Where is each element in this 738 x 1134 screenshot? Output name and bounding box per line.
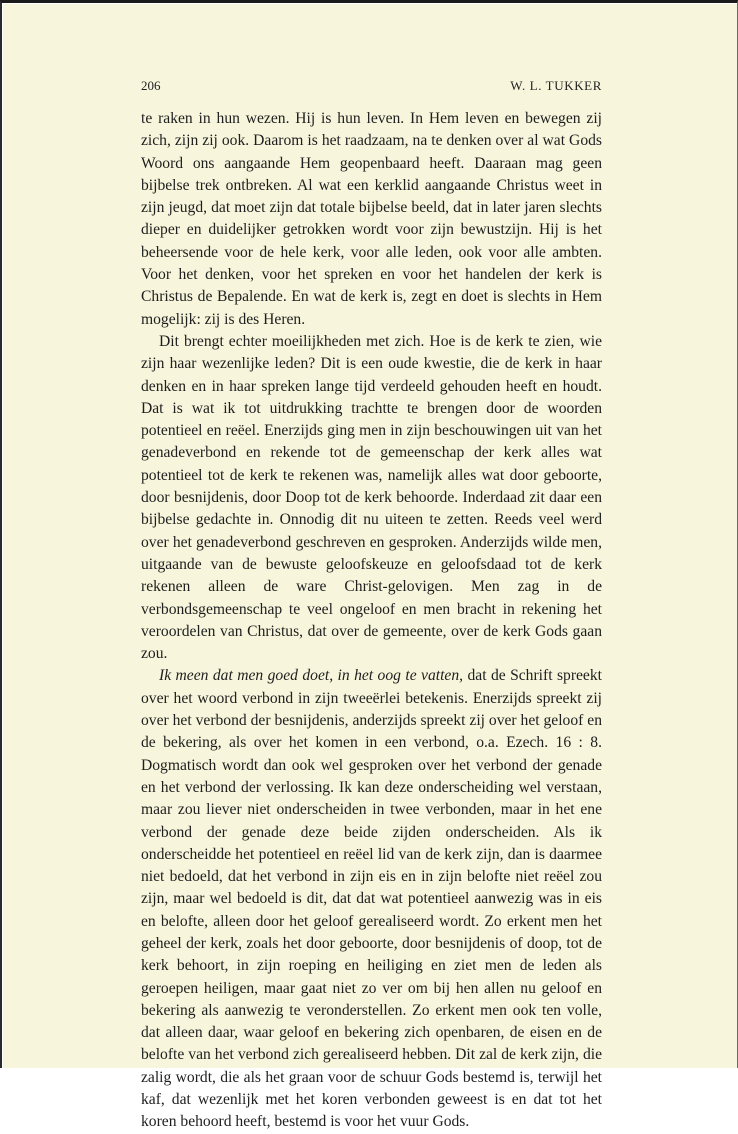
paragraph-3 xyxy=(141,665,602,1133)
paragraph-2: Dit brengt echter moeilijkheden met zich. Hoe is de kerk te zien, wie zijn haar wezenlijke leden? Dit is een oude kwestie, die de kerk in haar denken en in haar spreken lange tijd verdeeld gehouden heeft en houdt. Dat is wat ik tot uitdrukking trachtte te brengen door de woorden potentieel en reëel. Enerzijds ging men in zijn beschouwingen uit van het genadeverbond en rekende tot de gemeenschap der kerk alles wat potentieel tot de kerk te rekenen was, namelijk alles wat door geboorte, door besnijdenis, door Doop tot de kerk behoorde. Inderdaad zit daar een bijbelse gedachte in. Onnodig dit nu uiteen te zetten. Reeds veel werd over het genadeverbond geschreven en gesproken. Anderzijds wilde men, uitgaande van de bewuste geloofskeuze en geloofsdaad tot de kerk rekenen alleen de ware Christ-gelovigen. Men zag in de verbondsgemeenschap te veel ongeloof en men bracht in rekening het veroordelen van Christus, dat over de gemeente, over de kerk Gods gaan zou. xyxy=(141,332,602,663)
paragraph-3-italic-lead: Ik meen dat men goed doet, in het oog te vatten, xyxy=(159,667,464,685)
running-head: W. L. TUKKER xyxy=(510,78,602,93)
paragraph-1: te raken in hun wezen. Hij is hun leven. In Hem leven en bewegen zij zich, zijn zij ook. Daarom is het raadzaam, na te denken over al wat Gods Woord ons aangaande Hem geopenbaard heeft. Daaraan mag geen bijbelse trek ontbreken. Al wat een kerklid aangaande Christus weet in zijn jeugd, dat moet zijn dat totale bijbelse beeld, dat in later jaren slechts dieper en duidelijker getrokken wordt voor zijn bewustzijn. Hij is het beheersende voor de hele kerk, voor alle leden, ook voor alle ambten. Voor het denken, voor het spreken en voor het handelen der kerk is Christus de Bepalende. En wat de kerk is, zegt en doet is slechts in Hem mogelijk: zij is des Heren. xyxy=(141,110,602,328)
page-number: 206 xyxy=(141,78,161,93)
body-text xyxy=(141,108,602,1134)
paragraph-3-text: dat de Schrift spreekt over het woord verbond in zijn tweeërlei betekenis. Enerzijds spreekt zij over het verbond der besnijdenis, anderzijds spreekt zij over het geloof en de bekering, als over het komen in een verbond, o.a. Ezech. 16 : 8. Dogmatisch wordt dan ook wel gesproken over het verbond der genade en het verbond der verlossing. Ik kan deze onderscheiding wel verstaan, maar zou liever niet onderscheiden in twee verbonden, maar in het ene verbond der genade deze beide zijden onderscheiden. Als ik onderscheidde het potentieel en reëel lid van de kerk zijn, dan is daarmee niet bedoeld, dat het verbond in zijn eis en in zijn belofte niet reëel zou zijn, maar wel bedoeld is dit, dat dat wat potentieel aanwezig was in eis en belofte, alleen door het geloof gerealiseerd wordt. Zo erkent men het geheel der kerk, zoals het door geboorte, door besnijdenis of doop, tot de kerk behoort, in zijn roeping en heiliging en ziet men de leden als geroepen heiligen, maar gaat niet zo ver om bij hen allen nu geloof en bekering als aanwezig te veronderstellen. Zo erkent men ook ten volle, dat alleen daar, waar geloof en bekering zich openbaren, de eisen en de belofte van het verbond zich gerealiseerd hebben. Dit zal de kerk zijn, die zalig wordt, die als het graan voor de schuur Gods bestemd is, terwijl het kaf, dat wezenlijk met het koren verbonden geweest is en dat tot het koren behoord heeft, bestemd is voor het vuur Gods. xyxy=(141,667,602,1131)
page-header xyxy=(141,78,602,98)
